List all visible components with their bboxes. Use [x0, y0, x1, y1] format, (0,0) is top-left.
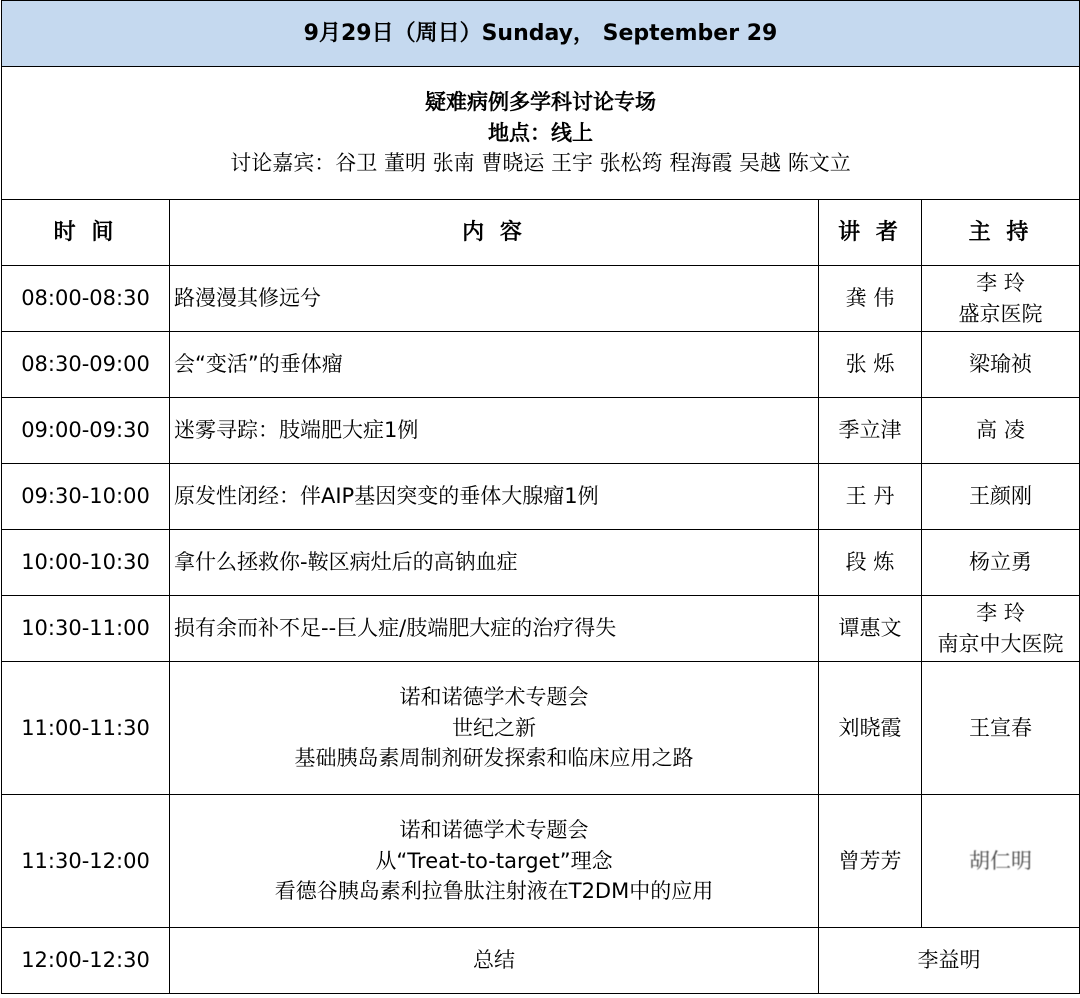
row-content-line: 诺和诺德学术专题会 [399, 818, 589, 843]
row-content: 会“变活”的垂体瘤 [170, 332, 819, 398]
row-speaker: 张 烁 [819, 332, 922, 398]
row-speaker: 龚 伟 [819, 266, 922, 332]
table-row [2, 398, 1080, 464]
row-host: 梁瑜祯 [922, 332, 1080, 398]
row-time: 12:00-12:30 [2, 928, 170, 994]
row-time: 10:30-11:00 [2, 596, 170, 662]
column-header-content: 内 容 [170, 200, 819, 266]
session-guests: 讨论嘉宾：谷卫 董明 张南 曹晓运 王宇 张松筠 程海霞 吴越 陈文立 [230, 151, 851, 176]
row-host: 胡仁明 [922, 795, 1080, 928]
row-content: 拿什么拯救你-鞍区病灶后的高钠血症 [170, 530, 819, 596]
row-host: 王颜刚 [922, 464, 1080, 530]
row-speaker: 谭惠文 [819, 596, 922, 662]
row-content: 路漫漫其修远兮 [170, 266, 819, 332]
row-host: 高 凌 [922, 398, 1080, 464]
table-row [2, 464, 1080, 530]
row-content-line: 从“Treat-to-target”理念 [375, 848, 613, 873]
row-host [922, 596, 1080, 662]
row-speaker: 刘晓霞 [819, 662, 922, 795]
table-row [2, 662, 1080, 795]
table-row [2, 332, 1080, 398]
column-header-host: 主 持 [922, 200, 1080, 266]
schedule-table [1, 0, 1080, 994]
row-content [170, 662, 819, 795]
row-host-hospital: 南京中大医院 [937, 631, 1064, 656]
row-time: 11:00-11:30 [2, 662, 170, 795]
row-content: 总结 [170, 928, 819, 994]
row-content-line: 基础胰岛素周制剂研发探索和临床应用之路 [294, 746, 694, 771]
row-time: 11:30-12:00 [2, 795, 170, 928]
session-location: 地点：线上 [488, 120, 593, 145]
row-time: 10:00-10:30 [2, 530, 170, 596]
row-time: 08:00-08:30 [2, 266, 170, 332]
row-content-line: 看德谷胰岛素利拉鲁肽注射液在T2DM中的应用 [274, 879, 714, 904]
session-info-row [2, 67, 1080, 200]
table-row [2, 795, 1080, 928]
table-row [2, 530, 1080, 596]
date-header-row [2, 1, 1080, 67]
row-speaker: 曾芳芳 [819, 795, 922, 928]
table-row [2, 928, 1080, 994]
session-info [2, 67, 1080, 200]
table-row [2, 266, 1080, 332]
row-speaker: 段 炼 [819, 530, 922, 596]
row-content: 损有余而补不足--巨人症/肢端肥大症的治疗得失 [170, 596, 819, 662]
row-host-name: 李 玲 [976, 601, 1025, 626]
table-row [2, 596, 1080, 662]
row-time: 08:30-09:00 [2, 332, 170, 398]
date-header: 9月29日（周日）Sunday， September 29 [2, 1, 1080, 67]
row-content-line: 世纪之新 [452, 715, 536, 740]
row-speaker: 季立津 [819, 398, 922, 464]
row-host [922, 266, 1080, 332]
column-header-time: 时 间 [2, 200, 170, 266]
row-host-name: 李 玲 [976, 271, 1025, 296]
row-content [170, 795, 819, 928]
row-host-hospital: 盛京医院 [958, 301, 1043, 326]
row-time: 09:00-09:30 [2, 398, 170, 464]
row-time: 09:30-10:00 [2, 464, 170, 530]
row-content: 原发性闭经：伴AIP基因突变的垂体大腺瘤1例 [170, 464, 819, 530]
session-title: 疑难病例多学科讨论专场 [425, 90, 656, 115]
row-host: 王宣春 [922, 662, 1080, 795]
row-content: 迷雾寻踪：肢端肥大症1例 [170, 398, 819, 464]
row-speaker: 李益明 [819, 928, 1080, 994]
column-header-speaker: 讲 者 [819, 200, 922, 266]
row-speaker: 王 丹 [819, 464, 922, 530]
column-header-row [2, 200, 1080, 266]
row-content-line: 诺和诺德学术专题会 [399, 685, 589, 710]
row-host: 杨立勇 [922, 530, 1080, 596]
